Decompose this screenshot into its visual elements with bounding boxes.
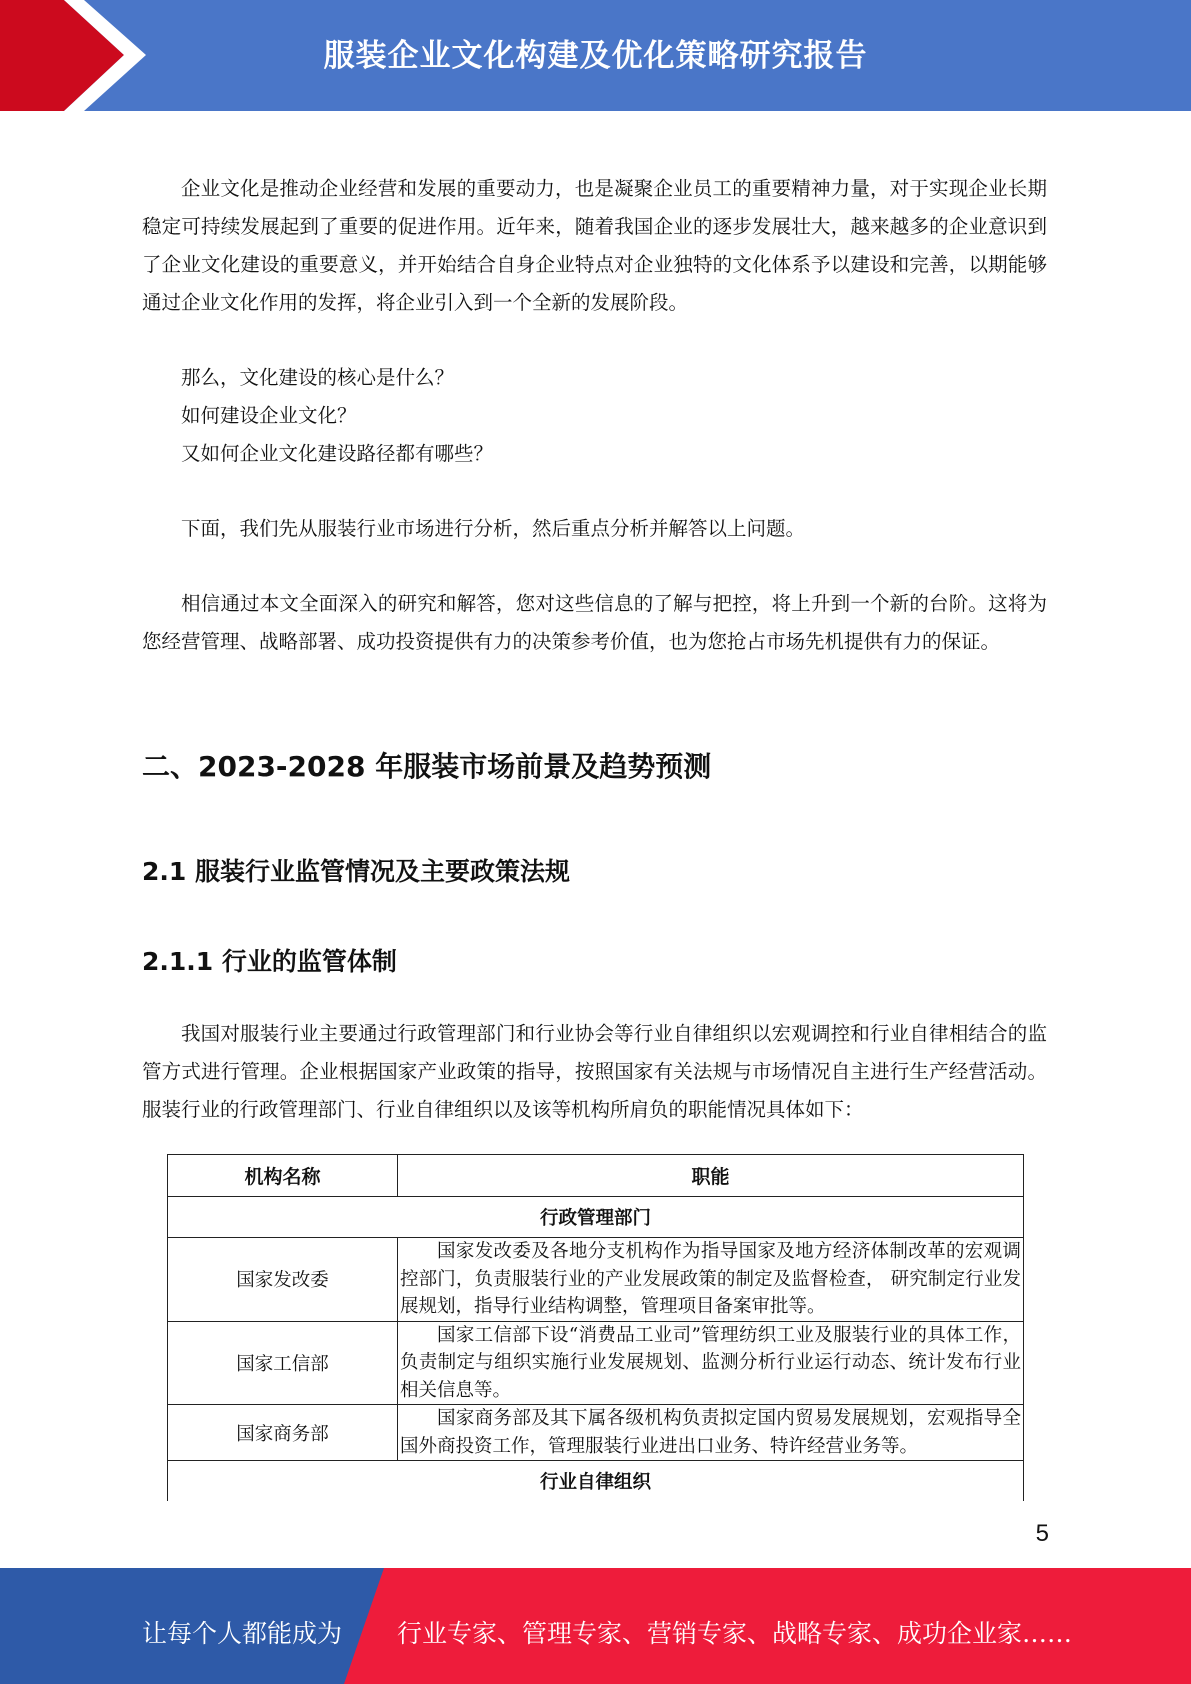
analysis-paragraph: 下面，我们先从服装行业市场进行分析，然后重点分析并解答以上问题。 bbox=[181, 517, 806, 540]
page-header bbox=[0, 0, 1191, 111]
regulation-section bbox=[142, 1015, 1047, 1129]
column-header-duty: 职能 bbox=[398, 1155, 1024, 1197]
footer-slogan-right: 行业专家、管理专家、营销专家、战略专家、成功企业家…… bbox=[397, 1619, 1073, 1648]
subsection-heading: 2.1.1 行业的监管体制 bbox=[142, 947, 397, 976]
section-heading: 2.1 服装行业监管情况及主要政策法规 bbox=[142, 857, 570, 886]
question-1: 那么，文化建设的核心是什么？ bbox=[181, 366, 455, 389]
table-row bbox=[168, 1238, 1024, 1322]
org-duty: 国家商务部及其下属各级机构负责拟定国内贸易发展规划，宏观指导全国外商投资工作，管理服装行业进出口业务、特许经营业务等。 bbox=[398, 1405, 1024, 1461]
question-3: 又如何企业文化建设路径都有哪些？ bbox=[181, 442, 494, 465]
section-label-self-regulation: 行业自律组织 bbox=[168, 1461, 1024, 1502]
report-title: 服装企业文化构建及优化策略研究报告 bbox=[323, 38, 868, 74]
org-duty: 国家发改委及各地分支机构作为指导国家及地方经济体制改革的宏观调控部门，负责服装行业的产业发展政策的制定及监督检查， 研究制定行业发展规划，指导行业结构调整，管理项目备案审批等。 bbox=[398, 1238, 1024, 1322]
intro-paragraph: 企业文化是推动企业经营和发展的重要动力，也是凝聚企业员工的重要精神力量，对于实现企业长期稳定可持续发展起到了重要的促进作用。近年来，随着我国企业的逐步发展壮大，越来越多的企业意识到了企业文化建设的重要意义，并开始结合自身企业特点对企业独特的文化体系予以建设和完善，以期能够通过企业文化作用的发挥，将企业引入到一个全新的发展阶段。 bbox=[142, 177, 1047, 314]
table-section-row bbox=[168, 1197, 1024, 1238]
org-duty: 国家工信部下设“消费品工业司”管理纺织工业及服装行业的具体工作，负责制定与组织实施行业发展规划、监测分析行业运行动态、统计发布行业相关信息等。 bbox=[398, 1321, 1024, 1405]
page-footer bbox=[0, 1568, 1191, 1684]
table-row bbox=[168, 1405, 1024, 1461]
question-2: 如何建设企业文化？ bbox=[181, 404, 357, 427]
intro-section bbox=[142, 170, 1047, 661]
section-label-admin: 行政管理部门 bbox=[168, 1197, 1024, 1238]
table-row bbox=[168, 1321, 1024, 1405]
org-name: 国家商务部 bbox=[168, 1405, 398, 1461]
regulatory-bodies-table bbox=[167, 1154, 1024, 1501]
page-number: 5 bbox=[1035, 1520, 1049, 1547]
chapter-heading: 二、2023-2028 年服装市场前景及趋势预测 bbox=[142, 750, 712, 783]
org-name: 国家工信部 bbox=[168, 1321, 398, 1405]
table-section-row bbox=[168, 1461, 1024, 1502]
org-name: 国家发改委 bbox=[168, 1238, 398, 1322]
footer-slogan-left: 让每个人都能成为 bbox=[142, 1619, 343, 1648]
conclusion-paragraph: 相信通过本文全面深入的研究和解答，您对这些信息的了解与把控，将上升到一个新的台阶。这将为您经营管理、战略部署、成功投资提供有力的决策参考价值，也为您抢占市场先机提供有力的保证。 bbox=[142, 592, 1047, 653]
column-header-org: 机构名称 bbox=[168, 1155, 398, 1197]
table-header-row bbox=[168, 1155, 1024, 1197]
regulation-paragraph: 我国对服装行业主要通过行政管理部门和行业协会等行业自律组织以宏观调控和行业自律相结合的监管方式进行管理。企业根据国家产业政策的指导，按照国家有关法规与市场情况自主进行生产经营活动。服装行业的行政管理部门、行业自律组织以及该等机构所肩负的职能情况具体如下： bbox=[142, 1022, 1047, 1121]
